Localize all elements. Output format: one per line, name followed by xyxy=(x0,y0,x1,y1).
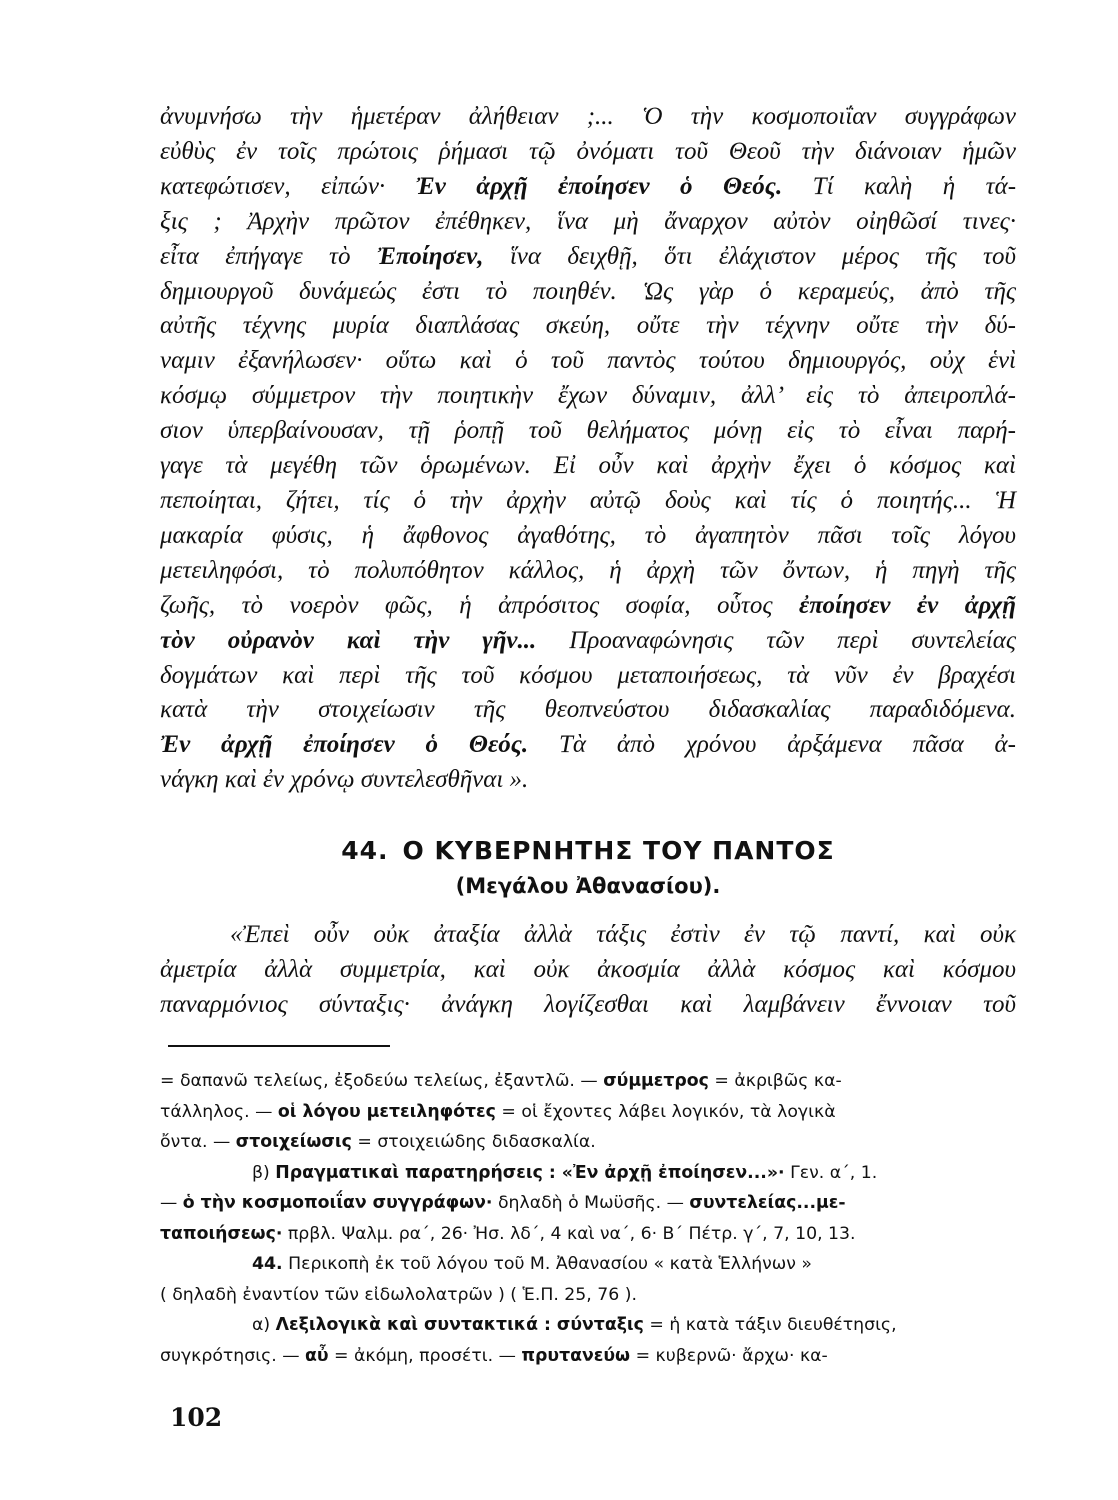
note-line: ὄντα. — στοιχείωσις = στοιχειώδης διδασκαλία. xyxy=(160,1132,596,1152)
text-line: ἀμετρία ἀλλὰ συμμετρία, καὶ οὐκ ἀκοσμία ἀλλὰ κόσμος καὶ κόσμου xyxy=(160,955,1016,983)
main-text-continued xyxy=(160,918,1016,1023)
note-line: συγκρότησις. — αὖ = ἀκόμη, προσέτι. — πρυτανεύω = κυβερνῶ· ἄρχω· κα- xyxy=(160,1345,828,1366)
text-line: παναρμόνιος σύνταξις· ἀνάγκη λογίζεσθαι καὶ λαμβάνειν ἔννοιαν τοῦ xyxy=(160,990,1016,1018)
footnote-divider xyxy=(168,1045,390,1047)
text-line: μετειληφόσι, τὸ πολυπόθητον κάλλος, ἡ ἀρχὴ τῶν ὄντων, ἡ πηγὴ τῆς xyxy=(160,556,1016,584)
page-number: 102 xyxy=(170,1403,223,1432)
text-line: ἀνυμνήσω τὴν ἡμετέραν ἀλήθειαν ;... Ὁ τὴν κοσμοποιΐαν συγγράφων xyxy=(160,103,1016,130)
bold-quote: ἐποίησεν ἐν ἀρχῇ xyxy=(798,591,1016,619)
text-line: δημιουργοῦ δυνάμεώς ἐστι τὸ ποιηθέν. Ὡς γὰρ ὁ κεραμεύς, ἀπὸ τῆς xyxy=(160,277,1016,305)
note-line: τάλληλος. — οἱ λόγου μετειληφότες = οἱ ἔχοντες λάβει λογικόν, τὰ λογικὰ xyxy=(160,1101,836,1122)
bold-quote: Ἐν ἀρχῇ ἐποίησεν ὁ Θεός. xyxy=(415,172,783,200)
text-line: τὸν οὐρανὸν καὶ τὴν γῆν... Προαναφώνησις τῶν περὶ συντελείας xyxy=(160,626,1017,654)
text-line: «Ἐπεὶ οὖν οὐκ ἀταξία ἀλλὰ τάξις ἐστὶν ἐν τῷ παντί, καὶ οὐκ xyxy=(230,921,1016,948)
text-line: κόσμῳ σύμμετρον τὴν ποιητικὴν ἔχων δύναμιν, ἀλλ’ εἰς τὸ ἀπειροπλά- xyxy=(160,382,1016,410)
text-line: γαγε τὰ μεγέθη τῶν ὁρωμένων. Εἰ οὖν καὶ ἀρχὴν ἔχει ὁ κόσμος καὶ xyxy=(160,452,1016,480)
text-line: εὐθὺς ἐν τοῖς πρώτοις ῥήμασι τῷ ὀνόματι τοῦ Θεοῦ τὴν διάνοιαν ἡμῶν xyxy=(160,137,1016,165)
note-line: α) Λεξιλογικὰ καὶ συντακτικά : σύνταξις = ἡ κατὰ τάξιν διευθέτησις, xyxy=(252,1315,897,1335)
text-line: ξις ; Ἀρχὴν πρῶτον ἐπέθηκεν, ἵνα μὴ ἄναρχον αὐτὸν οἰηθῶσί τινες· xyxy=(160,207,1016,235)
note-line: 44. Περικοπὴ ἐκ τοῦ λόγου τοῦ Μ. Ἀθανασίου « κατὰ Ἑλλήνων » xyxy=(252,1254,812,1274)
note-line: ( δηλαδὴ ἐναντίον τῶν εἰδωλολατρῶν ) ( Ἑ.Π. 25, 76 ). xyxy=(160,1284,637,1305)
bold-quote: Ἐποίησεν, xyxy=(376,242,484,270)
section-subtitle: (Μεγάλου Ἀθανασίου). xyxy=(455,874,721,898)
bold-quote: Ἐν ἀρχῇ ἐποίησεν ὁ Θεός. xyxy=(160,731,529,759)
note-line: ταποιήσεως· πρβλ. Ψαλμ. ρα΄, 26· Ἠσ. λδ΄, 4 καὶ να΄, 6· Β΄ Πέτρ. γ΄, 7, 10, 13. xyxy=(160,1223,856,1244)
text-line: εἶτα ἐπήγαγε τὸ Ἐποίησεν, ἵνα δειχθῇ, ὅτι ἐλάχιστον μέρος τῆς τοῦ xyxy=(160,242,1016,270)
main-text xyxy=(160,100,1016,798)
section-number: 44. xyxy=(341,836,389,865)
text-line: μακαρία φύσις, ἡ ἄφθονος ἀγαθότης, τὸ ἀγαπητὸν πᾶσι τοῖς λόγου xyxy=(160,521,1016,549)
note-line: = δαπανῶ τελείως, ἐξοδεύω τελείως, ἐξαντλῶ. — σύμμετρος = ἀκριβῶς κα- xyxy=(160,1071,842,1091)
text-line: Ἐν ἀρχῇ ἐποίησεν ὁ Θεός. Τὰ ἀπὸ χρόνου ἀρξάμενα πᾶσα ἀ- xyxy=(160,731,1017,759)
text-line: ναμιν ἐξανήλωσεν· οὕτω καὶ ὁ τοῦ παντὸς τούτου δημιουργός, οὐχ ἑνὶ xyxy=(160,347,1016,375)
section-title: 44. Ο ΚΥΒΕΡΝΗΤΗΣ ΤΟΥ ΠΑΝΤΟΣ xyxy=(341,836,835,865)
note-line: β) Πραγματικαὶ παρατηρήσεις : «Ἐν ἀρχῇ ἐποίησεν...»· Γεν. α΄, 1. xyxy=(252,1162,878,1183)
note-line: — ὁ τὴν κοσμοποιΐαν συγγράφων· δηλαδὴ ὁ Μωϋσῆς. — συντελείας...με- xyxy=(160,1193,846,1213)
text-line: νάγκη καὶ ἐν χρόνῳ συντελεσθῆναι ». xyxy=(160,766,529,794)
text-line: κατεφώτισεν, εἰπών· Ἐν ἀρχῇ ἐποίησεν ὁ Θεός. Τί καλὴ ἡ τά- xyxy=(160,172,1017,200)
text-line: σιον ὑπερβαίνουσαν, τῇ ῥοπῇ τοῦ θελήματος μόνῃ εἰς τὸ εἶναι παρή- xyxy=(160,417,1016,445)
text-line: δογμάτων καὶ περὶ τῆς τοῦ κόσμου μεταποιήσεως, τὰ νῦν ἐν βραχέσι xyxy=(160,661,1016,689)
bold-quote: τὸν οὐρανὸν καὶ τὴν γῆν... xyxy=(160,626,537,654)
text-line: πεποίηται, ζήτει, τίς ὁ τὴν ἀρχὴν αὐτῷ δοὺς καὶ τίς ὁ ποιητής... Ἡ xyxy=(160,486,1016,514)
text-line: κατὰ τὴν στοιχείωσιν τῆς θεοπνεύστου διδασκαλίας παραδιδόμενα. xyxy=(160,696,1016,724)
text-line: ζωῆς, τὸ νοερὸν φῶς, ἡ ἀπρόσιτος σοφία, οὗτος ἐποίησεν ἐν ἀρχῇ xyxy=(160,591,1016,619)
footnotes xyxy=(160,1066,1016,1371)
text-line: αὐτῆς τέχνης μυρία διαπλάσας σκεύη, οὔτε τὴν τέχνην οὔτε τὴν δύ- xyxy=(160,312,1016,340)
